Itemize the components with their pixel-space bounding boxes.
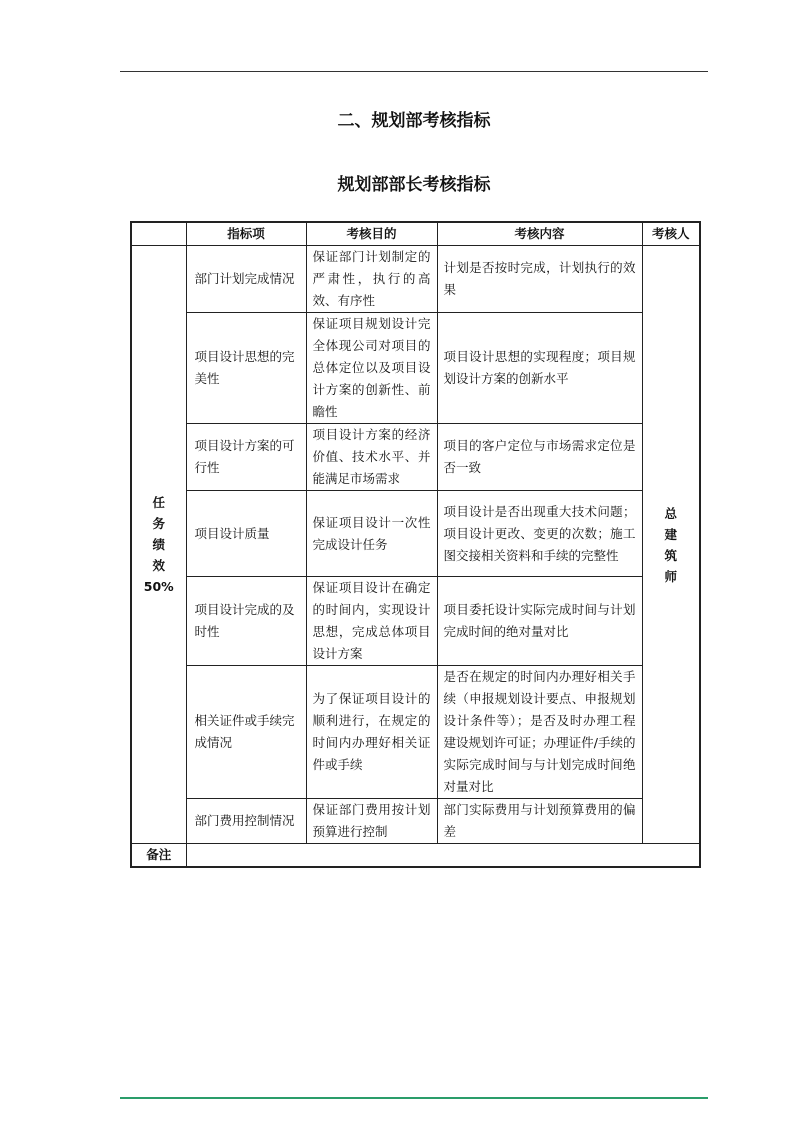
row-content: 项目设计思想的实现程度；项目规划设计方案的创新水平 bbox=[437, 313, 642, 424]
remarks-label: 备注 bbox=[131, 844, 186, 868]
header-content: 考核内容 bbox=[437, 222, 642, 246]
category-cell: 任 务 绩 效 50% bbox=[131, 246, 186, 844]
footer-rule bbox=[120, 1097, 708, 1099]
row-purpose: 保证项目设计一次性完成设计任务 bbox=[306, 491, 437, 577]
row-purpose: 为了保证项目设计的顺利进行，在规定的时间内办理好相关证件或手续 bbox=[306, 666, 437, 799]
assessor-cell: 总 建 筑 师 bbox=[642, 246, 700, 844]
row-purpose: 保证部门费用按计划预算进行控制 bbox=[306, 799, 437, 844]
row-purpose: 项目设计方案的经济价值、技术水平、并能满足市场需求 bbox=[306, 424, 437, 491]
table-row bbox=[131, 246, 700, 313]
row-content: 项目委托设计实际完成时间与计划完成时间的绝对量对比 bbox=[437, 577, 642, 666]
table-row bbox=[131, 491, 700, 577]
table-row bbox=[131, 577, 700, 666]
table-row bbox=[131, 666, 700, 799]
header-purpose: 考核目的 bbox=[306, 222, 437, 246]
row-item: 部门费用控制情况 bbox=[186, 799, 306, 844]
row-item: 项目设计质量 bbox=[186, 491, 306, 577]
kpi-table bbox=[130, 221, 701, 868]
header-blank bbox=[131, 222, 186, 246]
row-content: 部门实际费用与计划预算费用的偏差 bbox=[437, 799, 642, 844]
row-purpose: 保证项目规划设计完全体现公司对项目的总体定位以及项目设计方案的创新性、前瞻性 bbox=[306, 313, 437, 424]
row-item: 项目设计完成的及时性 bbox=[186, 577, 306, 666]
row-content: 是否在规定的时间内办理好相关手续（申报规划设计要点、申报规划设计条件等）；是否及时办理工程建设规划许可证；办理证件/手续的实际完成时间与与计划完成时间绝对量对比 bbox=[437, 666, 642, 799]
row-purpose: 保证部门计划制定的严肃性，执行的高效、有序性 bbox=[306, 246, 437, 313]
section-title: 二、规划部考核指标 bbox=[337, 111, 491, 131]
row-purpose: 保证项目设计在确定的时间内，实现设计思想，完成总体项目设计方案 bbox=[306, 577, 437, 666]
row-content: 计划是否按时完成，计划执行的效果 bbox=[437, 246, 642, 313]
table-row bbox=[131, 424, 700, 491]
header-assessor: 考核人 bbox=[642, 222, 700, 246]
row-item: 项目设计方案的可行性 bbox=[186, 424, 306, 491]
remarks-value bbox=[186, 844, 700, 868]
table-row bbox=[131, 313, 700, 424]
row-content: 项目的客户定位与市场需求定位是否一致 bbox=[437, 424, 642, 491]
row-content: 项目设计是否出现重大技术问题；项目设计更改、变更的次数；施工图交接相关资料和手续的完整性 bbox=[437, 491, 642, 577]
row-item: 部门计划完成情况 bbox=[186, 246, 306, 313]
header-item: 指标项 bbox=[186, 222, 306, 246]
row-item: 项目设计思想的完美性 bbox=[186, 313, 306, 424]
header-rule bbox=[120, 71, 708, 72]
row-item: 相关证件或手续完成情况 bbox=[186, 666, 306, 799]
table-row bbox=[131, 799, 700, 844]
remarks-row bbox=[131, 844, 700, 868]
header-row bbox=[131, 222, 700, 246]
table-title: 规划部部长考核指标 bbox=[337, 175, 491, 195]
